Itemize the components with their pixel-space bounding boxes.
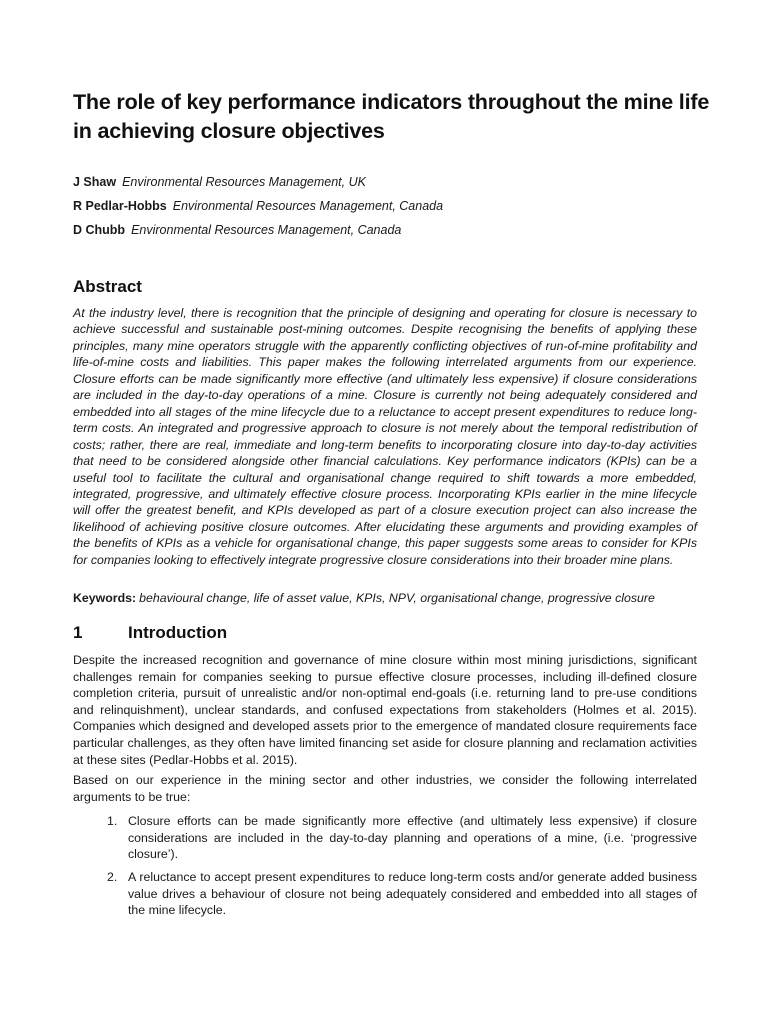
section-number: 1 [73,623,83,642]
list-item [107,869,697,919]
author-affiliation: Environmental Resources Management, Canada [131,223,402,237]
author-name: D Chubb [73,223,126,237]
author-line [73,222,401,238]
body-paragraph: Despite the increased recognition and governance of mine closure within most mining jurisdictions, significant challenges remain for companies seeking to pursue effective closure processes, including ill-defined closure completion criteria, pursuit of unrealistic and/or non-optimal end-goals (i.e. returning land to pre-use conditions and relinquishment), unclear standards, and confused expectations from stakeholders (Holmes et al. 2015). Companies which designed and developed assets prior to the emergence of mandated closure requirements face particular challenges, as they often have limited financing set aside for closure planning and reclamation activities at these sites (Pedlar-Hobbs et al. 2015). [73,653,697,767]
list-item [107,813,697,863]
author-line [73,198,443,214]
author-name: R Pedlar-Hobbs [73,199,167,213]
author-line [73,174,366,190]
list-item-text: Closure efforts can be made significantly more effective (and ultimately less expensive) if closure considerations are included in the day-to-day planning and operations of a mine, (i.e. ‘progressive closure’). [128,814,697,862]
author-affiliation: Environmental Resources Management, Canada [172,199,444,213]
abstract-text: At the industry level, there is recognition that the principle of designing and operating for closure is necessary to achieve successful and sustainable post-mining outcomes. Despite recognising the benefits of applying these principles, many mine operators struggle with the apparently conflicting objectives of run-of-mine profitability and life-of-mine costs and liabilities. This paper makes the following interrelated arguments from our experience. Closure efforts can be made significantly more effective (and ultimately less expensive) if closure considerations are included in the day-to-day operations of a mine. Closure is currently not being adequately considered and embedded into all stages of the mine lifecycle due to a reluctance to accept present expenditures to reduce long-term costs. An integrated and progressive approach to closure is not merely about the temporal redistribution of costs; rather, there are real, immediate and long-term benefits to incorporating closure into day-to-day activities that need to be considered alongside other financial calculations. Key performance indicators (KPIs) can be a useful tool to facilitate the cultural and organisational change required to shift towards a more embedded, integrated, progressive, and ultimately effective closure process. Incorporating KPIs earlier in the mine lifecycle will offer the greatest benefit, and KPIs developed as part of a closure execution project can also increase the likelihood of achieving positive closure outcomes. After elucidating these arguments and providing examples of the benefits of KPIs as a vehicle for organisational change, this paper suggests some areas to consider for KPIs for companies looking to effectively integrate progressive closure considerations into their broader mine plans. [73,306,697,567]
keywords [73,590,713,606]
list-item-number: 2. [107,870,118,884]
author-affiliation: Environmental Resources Management, UK [122,175,366,189]
author-name: J Shaw [73,175,117,189]
keywords-label: Keywords: [73,591,137,605]
list-item-number: 1. [107,814,118,828]
abstract-heading: Abstract [73,277,142,296]
list-item-text: A reluctance to accept present expenditures to reduce long-term costs and/or generate added business value drives a behaviour of closure not being adequately considered and embedded into all stages of the mine lifecycle. [128,870,697,918]
paper-title: The role of key performance indicators throughout the mine life in achieving closure objectives [73,90,710,143]
body-paragraph: Based on our experience in the mining sector and other industries, we consider the following interrelated arguments to be true: [73,773,697,804]
section-heading [73,623,227,643]
section-title: Introduction [128,623,228,642]
keywords-text: behavioural change, life of asset value, KPIs, NPV, organisational change, progressive closure [139,591,655,605]
